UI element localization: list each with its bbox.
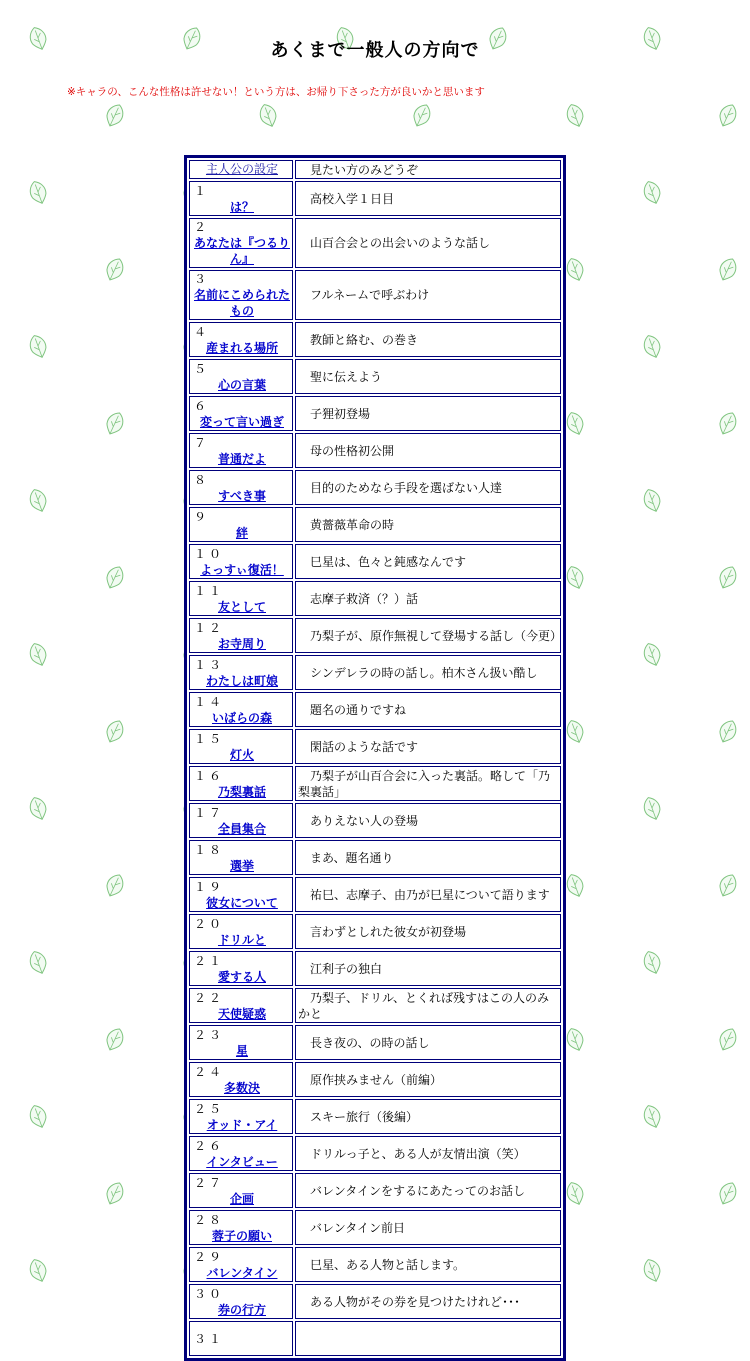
chapter-link-cell <box>189 1173 293 1208</box>
table-row <box>189 1136 561 1171</box>
leaf-icon <box>641 641 663 668</box>
leaf-icon <box>716 872 740 899</box>
chapter-number: ２７ <box>194 1175 225 1190</box>
leaf-icon <box>103 102 127 129</box>
leaf-icon <box>103 410 127 437</box>
chapter-number: １１ <box>194 583 225 598</box>
leaf-icon <box>103 1180 127 1207</box>
chapter-title-link[interactable]: 選挙 <box>229 858 254 873</box>
chapter-title-link[interactable]: 心の言葉 <box>217 377 266 392</box>
chapter-title-link[interactable]: お寺周り <box>217 636 266 651</box>
chapter-description: 聖に伝えよう <box>295 359 561 394</box>
chapter-title-link[interactable]: 天使疑惑 <box>217 1006 266 1021</box>
chapter-description: 巳星、ある人物と話します。 <box>295 1247 561 1282</box>
chapter-title-link[interactable]: 名前にこめられたもの <box>193 288 290 318</box>
chapter-description: 江利子の独白 <box>295 951 561 986</box>
leaf-icon <box>716 256 740 283</box>
chapter-number: １５ <box>194 731 225 746</box>
chapter-link-cell <box>189 618 293 653</box>
chapter-title-link[interactable]: ドリルと <box>217 932 266 947</box>
chapter-description: 閑話のような話です <box>295 729 561 764</box>
table-row <box>189 803 561 838</box>
leaf-icon <box>103 1026 127 1053</box>
chapter-description: ドリルっ子と、ある人が友情出演（笑） <box>295 1136 561 1171</box>
leaf-icon <box>103 872 127 899</box>
chapter-number: ２５ <box>194 1101 225 1116</box>
chapter-number: １ <box>194 183 210 198</box>
chapter-number: ２３ <box>194 1027 225 1042</box>
chapter-description: 母の性格初公開 <box>295 433 561 468</box>
chapter-number: ２０ <box>194 916 225 931</box>
leaf-icon <box>564 410 586 437</box>
chapter-title-link[interactable]: 絆 <box>235 525 248 540</box>
chapter-number: １６ <box>194 768 225 783</box>
leaf-icon <box>716 718 740 745</box>
leaf-icon <box>27 1257 49 1284</box>
chapter-description: まあ、題名通り <box>295 840 561 875</box>
chapter-title-link[interactable]: バレンタイン <box>206 1265 278 1280</box>
leaf-icon <box>641 1257 663 1284</box>
chapter-link-cell <box>189 914 293 949</box>
table-row <box>189 877 561 912</box>
chapter-link-cell <box>189 1210 293 1245</box>
chapter-number: １２ <box>194 620 225 635</box>
table-row <box>189 914 561 949</box>
chapter-table <box>184 155 566 1361</box>
table-row <box>189 1173 561 1208</box>
chapter-link-cell <box>189 1025 293 1060</box>
leaf-icon <box>27 795 49 822</box>
chapter-title-link[interactable]: いばらの森 <box>211 710 272 725</box>
chapter-title-link[interactable]: 多数決 <box>223 1080 260 1095</box>
chapter-number: ２４ <box>194 1064 225 1079</box>
chapter-description: 高校入学１日目 <box>295 181 561 216</box>
leaf-icon <box>716 410 740 437</box>
chapter-number: ３ <box>194 272 210 286</box>
chapter-description: 祐巳、志摩子、由乃が巳星について語ります <box>295 877 561 912</box>
leaf-icon <box>103 718 127 745</box>
table-row <box>189 1284 561 1319</box>
leaf-icon <box>257 102 279 129</box>
leaf-icon <box>564 872 586 899</box>
protagonist-settings-link[interactable]: 主人公の設定 <box>205 162 278 176</box>
leaf-icon <box>716 102 740 129</box>
chapter-description: 言わずとしれた彼女が初登場 <box>295 914 561 949</box>
table-row <box>189 218 561 268</box>
leaf-icon <box>103 256 127 283</box>
chapter-number: １７ <box>194 805 225 820</box>
chapter-description: 長き夜の、の時の話し <box>295 1025 561 1060</box>
chapter-link-cell <box>189 1099 293 1134</box>
chapter-title-link[interactable]: わたしは町娘 <box>205 673 278 688</box>
leaf-icon <box>27 949 49 976</box>
chapter-link-cell <box>189 359 293 394</box>
chapter-description: 巳星は、色々と鈍感なんです <box>295 544 561 579</box>
leaf-icon <box>641 795 663 822</box>
chapter-number: ２１ <box>194 953 225 968</box>
chapter-link-cell <box>189 1284 293 1319</box>
chapter-number: ２２ <box>194 990 225 1005</box>
table-row <box>189 840 561 875</box>
chapter-description: ある人物がその券を見つけたけれど･･･ <box>295 1284 561 1319</box>
table-row <box>189 322 561 357</box>
leaf-icon <box>641 1103 663 1130</box>
table-row <box>189 433 561 468</box>
table-row <box>189 1210 561 1245</box>
chapter-title-link[interactable]: 星 <box>235 1043 248 1058</box>
leaf-icon <box>410 102 434 129</box>
chapter-description: フルネームで呼ぶわけ <box>295 270 561 320</box>
chapter-description <box>295 1321 561 1356</box>
chapter-description: 子狸初登場 <box>295 396 561 431</box>
chapter-title-link[interactable]: すべき事 <box>218 488 266 503</box>
leaf-icon <box>641 949 663 976</box>
chapter-number: ３０ <box>194 1286 225 1301</box>
chapter-number: １４ <box>194 694 225 709</box>
table-row <box>189 544 561 579</box>
table-row <box>189 692 561 727</box>
chapter-description: シンデレラの時の話し。柏木さん扱い酷し <box>295 655 561 690</box>
table-row <box>189 270 561 320</box>
chapter-description: スキー旅行（後編） <box>295 1099 561 1134</box>
chapter-title-link[interactable]: 普通だよ <box>217 451 266 466</box>
table-row <box>189 1025 561 1060</box>
chapter-number: ２ <box>194 220 210 234</box>
chapter-link-cell <box>189 396 293 431</box>
chapter-link-cell <box>189 655 293 690</box>
chapter-description: 乃梨子が山百合会に入った裏話。略して「乃梨裏話」 <box>295 766 561 801</box>
table-row <box>189 507 561 542</box>
leaf-icon <box>564 1180 586 1207</box>
leaf-icon <box>716 1180 740 1207</box>
leaf-icon <box>564 564 586 591</box>
chapter-link-cell <box>189 544 293 579</box>
table-row <box>189 1321 561 1356</box>
leaf-icon <box>564 1026 586 1053</box>
chapter-link-cell <box>189 729 293 764</box>
table-row <box>189 396 561 431</box>
chapter-title-link[interactable]: 友として <box>217 599 266 614</box>
header-link-cell <box>189 160 293 179</box>
chapter-title-link[interactable]: 蓉子の願い <box>211 1228 272 1243</box>
chapter-number: ４ <box>194 324 210 339</box>
chapter-number: ８ <box>194 472 210 487</box>
header-description: 見たい方のみどうぞ <box>295 160 561 179</box>
chapter-link-cell <box>189 470 293 505</box>
chapter-link-cell <box>189 988 293 1023</box>
chapter-link-cell <box>189 218 293 268</box>
chapter-description: 黄薔薇革命の時 <box>295 507 561 542</box>
table-row <box>189 766 561 801</box>
leaf-icon <box>716 1026 740 1053</box>
table-row <box>189 988 561 1023</box>
chapter-description: 山百合会との出会いのような話し <box>295 218 561 268</box>
chapter-link-cell <box>189 1136 293 1171</box>
chapter-link-cell <box>189 181 293 216</box>
chapter-number: ５ <box>194 361 210 376</box>
leaf-icon <box>27 1103 49 1130</box>
table-row <box>189 359 561 394</box>
table-row <box>189 618 561 653</box>
chapter-link-cell <box>189 1247 293 1282</box>
chapter-title-link[interactable]: 企画 <box>229 1191 254 1206</box>
leaf-icon <box>27 333 49 360</box>
chapter-link-cell <box>189 1062 293 1097</box>
chapter-number: ２８ <box>194 1212 225 1227</box>
chapter-description: ありえない人の登場 <box>295 803 561 838</box>
chapter-link-cell <box>189 877 293 912</box>
chapter-description: バレンタインをするにあたってのお話し <box>295 1173 561 1208</box>
leaf-icon <box>641 487 663 514</box>
table-header-row <box>189 160 561 179</box>
chapter-title-link[interactable]: インタビュー <box>206 1154 278 1169</box>
table-row <box>189 951 561 986</box>
chapter-description: 志摩子救済（？）話 <box>295 581 561 616</box>
chapter-description: 原作挟みません（前編） <box>295 1062 561 1097</box>
chapter-link-cell <box>189 270 293 320</box>
chapter-title-link[interactable]: オッド・アイ <box>206 1117 278 1132</box>
chapter-number: １９ <box>194 879 225 894</box>
chapter-number: １８ <box>194 842 225 857</box>
leaf-icon <box>27 641 49 668</box>
chapter-link-cell <box>189 951 293 986</box>
chapter-description: 乃梨子、ドリル、とくれば残すはこの人のみかと <box>295 988 561 1023</box>
table-row <box>189 181 561 216</box>
chapter-number: ３１ <box>194 1331 225 1346</box>
leaf-icon <box>564 102 586 129</box>
chapter-title-link[interactable]: 券の行方 <box>217 1302 266 1317</box>
chapter-title-link[interactable]: は？ <box>229 199 254 214</box>
chapter-link-cell <box>189 433 293 468</box>
chapter-number: ２９ <box>194 1249 225 1264</box>
chapter-description: 目的のためなら手段を選ばない人達 <box>295 470 561 505</box>
chapter-link-cell <box>189 803 293 838</box>
leaf-icon <box>564 256 586 283</box>
table-row <box>189 729 561 764</box>
warning-note: ※キャラの、こんな性格は許せない！という方は、お帰り下さった方が良いかと思います <box>67 86 485 98</box>
chapter-number: ７ <box>194 435 210 450</box>
chapter-title-link[interactable]: 全員集合 <box>217 821 266 836</box>
chapter-link-cell <box>189 1321 293 1356</box>
page-title: あくまで一般人の方向で <box>270 40 480 61</box>
chapter-link-cell <box>189 581 293 616</box>
leaf-icon <box>564 718 586 745</box>
chapter-link-cell <box>189 507 293 542</box>
chapter-description: 教師と絡む、の巻き <box>295 322 561 357</box>
chapter-link-cell <box>189 840 293 875</box>
leaf-icon <box>641 179 663 206</box>
chapter-number: １３ <box>194 657 225 672</box>
chapter-number: ９ <box>194 509 210 524</box>
table-row <box>189 1247 561 1282</box>
chapter-number: １０ <box>194 546 225 561</box>
chapter-number: ２６ <box>194 1138 225 1153</box>
chapter-title-link[interactable]: 変って言い過ぎ <box>199 414 284 429</box>
chapter-title-link[interactable]: 灯火 <box>229 747 254 762</box>
leaf-icon <box>103 564 127 591</box>
chapter-link-cell <box>189 692 293 727</box>
chapter-number: ６ <box>194 398 210 413</box>
leaf-icon <box>641 333 663 360</box>
table-row <box>189 470 561 505</box>
chapter-title-link[interactable]: あなたは『つるりん』 <box>193 236 290 266</box>
table-row <box>189 1062 561 1097</box>
leaf-icon <box>27 487 49 514</box>
chapter-link-cell <box>189 322 293 357</box>
chapter-title-link[interactable]: 愛する人 <box>217 969 266 984</box>
chapter-description: 乃梨子が、原作無視して登場する話し（今更） <box>295 618 561 653</box>
chapter-title-link[interactable]: よっすぃ復活！ <box>200 562 284 577</box>
table-row <box>189 581 561 616</box>
chapter-description: 題名の通りですね <box>295 692 561 727</box>
table-row <box>189 655 561 690</box>
chapter-title-link[interactable]: 産まれる場所 <box>205 340 278 355</box>
chapter-title-link[interactable]: 乃梨裏話 <box>217 784 266 799</box>
leaf-icon <box>716 564 740 591</box>
chapter-link-cell <box>189 766 293 801</box>
chapter-title-link[interactable]: 彼女について <box>206 895 278 910</box>
table-row <box>189 1099 561 1134</box>
leaf-icon <box>27 179 49 206</box>
chapter-description: バレンタイン前日 <box>295 1210 561 1245</box>
